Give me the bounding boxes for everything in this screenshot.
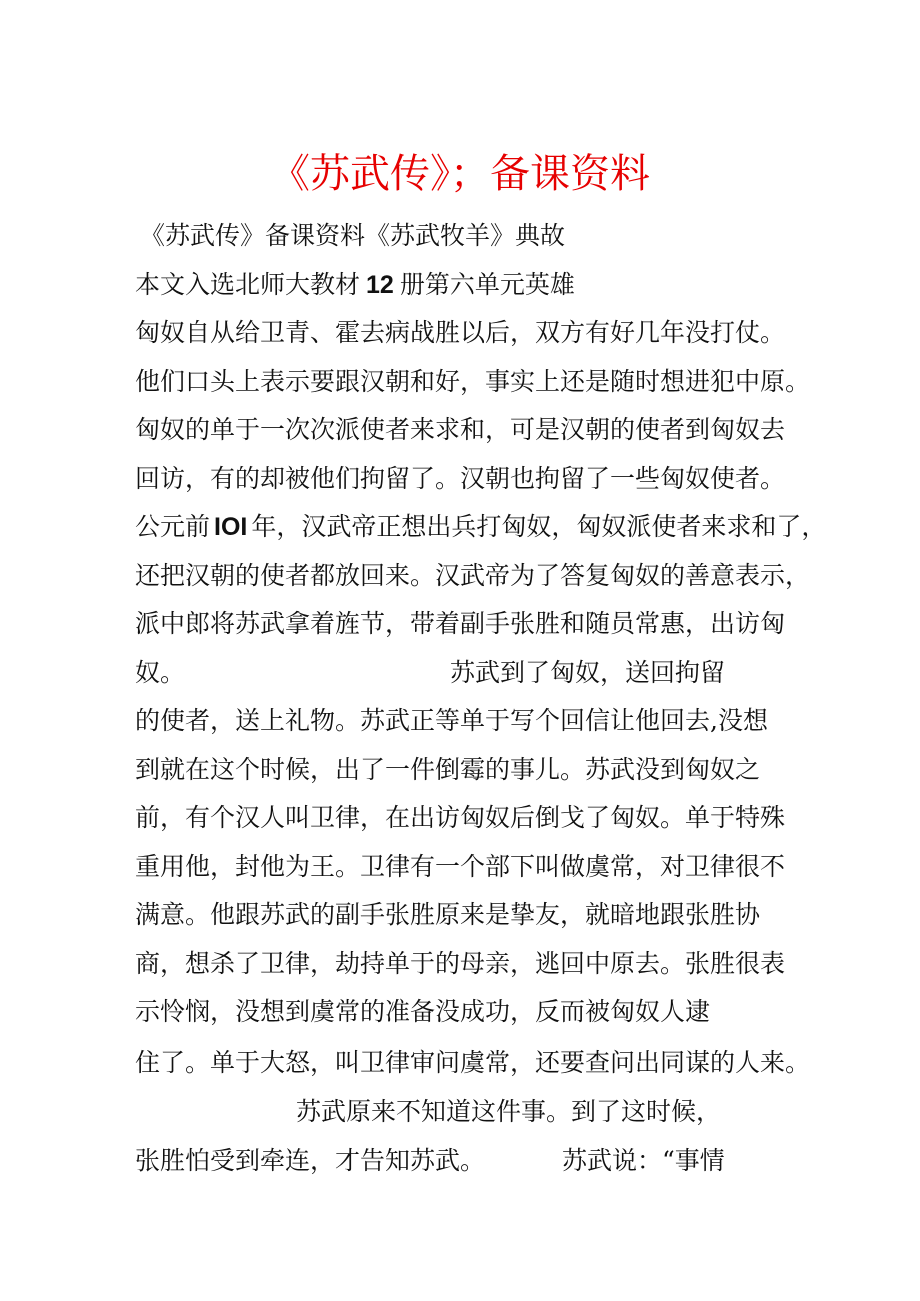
text-line-segment: 他们口头上表示要跟汉朝和好，事实上还是随时想进犯中原。 <box>135 367 811 396</box>
text-line <box>135 849 785 885</box>
text-line-segment: 的使者，送上礼物。苏武正等单于写个回信让他回去,没想 <box>135 706 768 735</box>
text-line-segment: 匈奴自从给卫青、霍去病战胜以后，双方有好几年没打仗。 <box>135 318 786 347</box>
text-line <box>135 994 710 1030</box>
text-line-segment: 册第六单元英雄 <box>399 270 575 299</box>
text-line-segment: 奴。 <box>135 658 186 687</box>
text-line <box>135 1143 725 1179</box>
text-line-segment: 《苏武传》备课资料《苏武牧羊》典故 <box>140 221 566 250</box>
text-line <box>135 897 760 933</box>
text-line-segment: 前，有个汉人叫卫律，在出访匈奴后倒戈了匈奴。单于特殊 <box>135 803 786 832</box>
text-line <box>135 315 785 351</box>
text-line-segment: 匈奴的单于一次次派使者来求和，可是汉朝的使者到匈奴去 <box>135 415 786 444</box>
text-line <box>135 558 810 594</box>
text-line <box>135 461 785 497</box>
text-line-segment: 张胜怕受到牵连，才告知苏武。 <box>135 1146 486 1175</box>
text-line <box>135 606 785 642</box>
text-line-segment: 苏武到了匈奴，送回拘留 <box>450 658 726 687</box>
text-line-segment: 商，想杀了卫律，劫持单于的母亲，逃回中原去。张胜很表 <box>135 949 786 978</box>
text-line <box>135 267 575 303</box>
text-line <box>135 946 785 982</box>
text-line <box>296 1094 721 1130</box>
text-line-segment: 满意。他跟苏武的副手张胜原来是挚友，就暗地跟张胜协 <box>135 900 761 929</box>
text-line-segment: 派中郎将苏武拿着旌节，带着副手张胜和随员常惠，出访匈 <box>135 609 786 638</box>
text-line-segment: 住了。单于大怒，叫卫律审问虞常，还要查问出同谋的人来。 <box>135 1048 811 1077</box>
text-line-segment: 公元前 <box>135 512 211 541</box>
text-line-segment: 重用他，封他为王。卫律有一个部下叫做虞常，对卫律很不 <box>135 852 786 881</box>
page-title: 《苏武传》；备课资料 <box>270 151 650 197</box>
text-line <box>135 364 810 400</box>
text-line-segment: 示怜悯，没想到虞常的准备没成功，反而被匈奴人逮 <box>135 997 711 1026</box>
text-line-segment: 回访，有的却被他们拘留了。汉朝也拘留了一些匈奴使者。 <box>135 464 786 493</box>
text-line-segment: 苏武说：“事情 <box>562 1146 725 1175</box>
text-line-segment: 还把汉朝的使者都放回来。汉武帝为了答复匈奴的善意表示， <box>135 561 811 590</box>
text-line <box>135 509 826 545</box>
text-line-segment: 年，汉武帝正想出兵打匈奴，匈奴派使者来求和了， <box>251 512 827 541</box>
text-line <box>140 218 565 254</box>
text-line <box>135 655 725 691</box>
text-line-segment: 到就在这个时候，出了一件倒霉的事儿。苏武没到匈奴之 <box>135 755 761 784</box>
text-line-segment: 本文入选北师大教材 <box>135 270 361 299</box>
text-line <box>135 800 785 836</box>
text-line <box>135 752 760 788</box>
text-line <box>135 703 768 739</box>
number-text: IOI <box>214 513 248 541</box>
number-text: 12 <box>366 271 394 299</box>
text-line-segment: 苏武原来不知道这件事。到了这时候， <box>296 1097 722 1126</box>
text-line <box>135 1045 810 1081</box>
text-line <box>135 412 785 448</box>
